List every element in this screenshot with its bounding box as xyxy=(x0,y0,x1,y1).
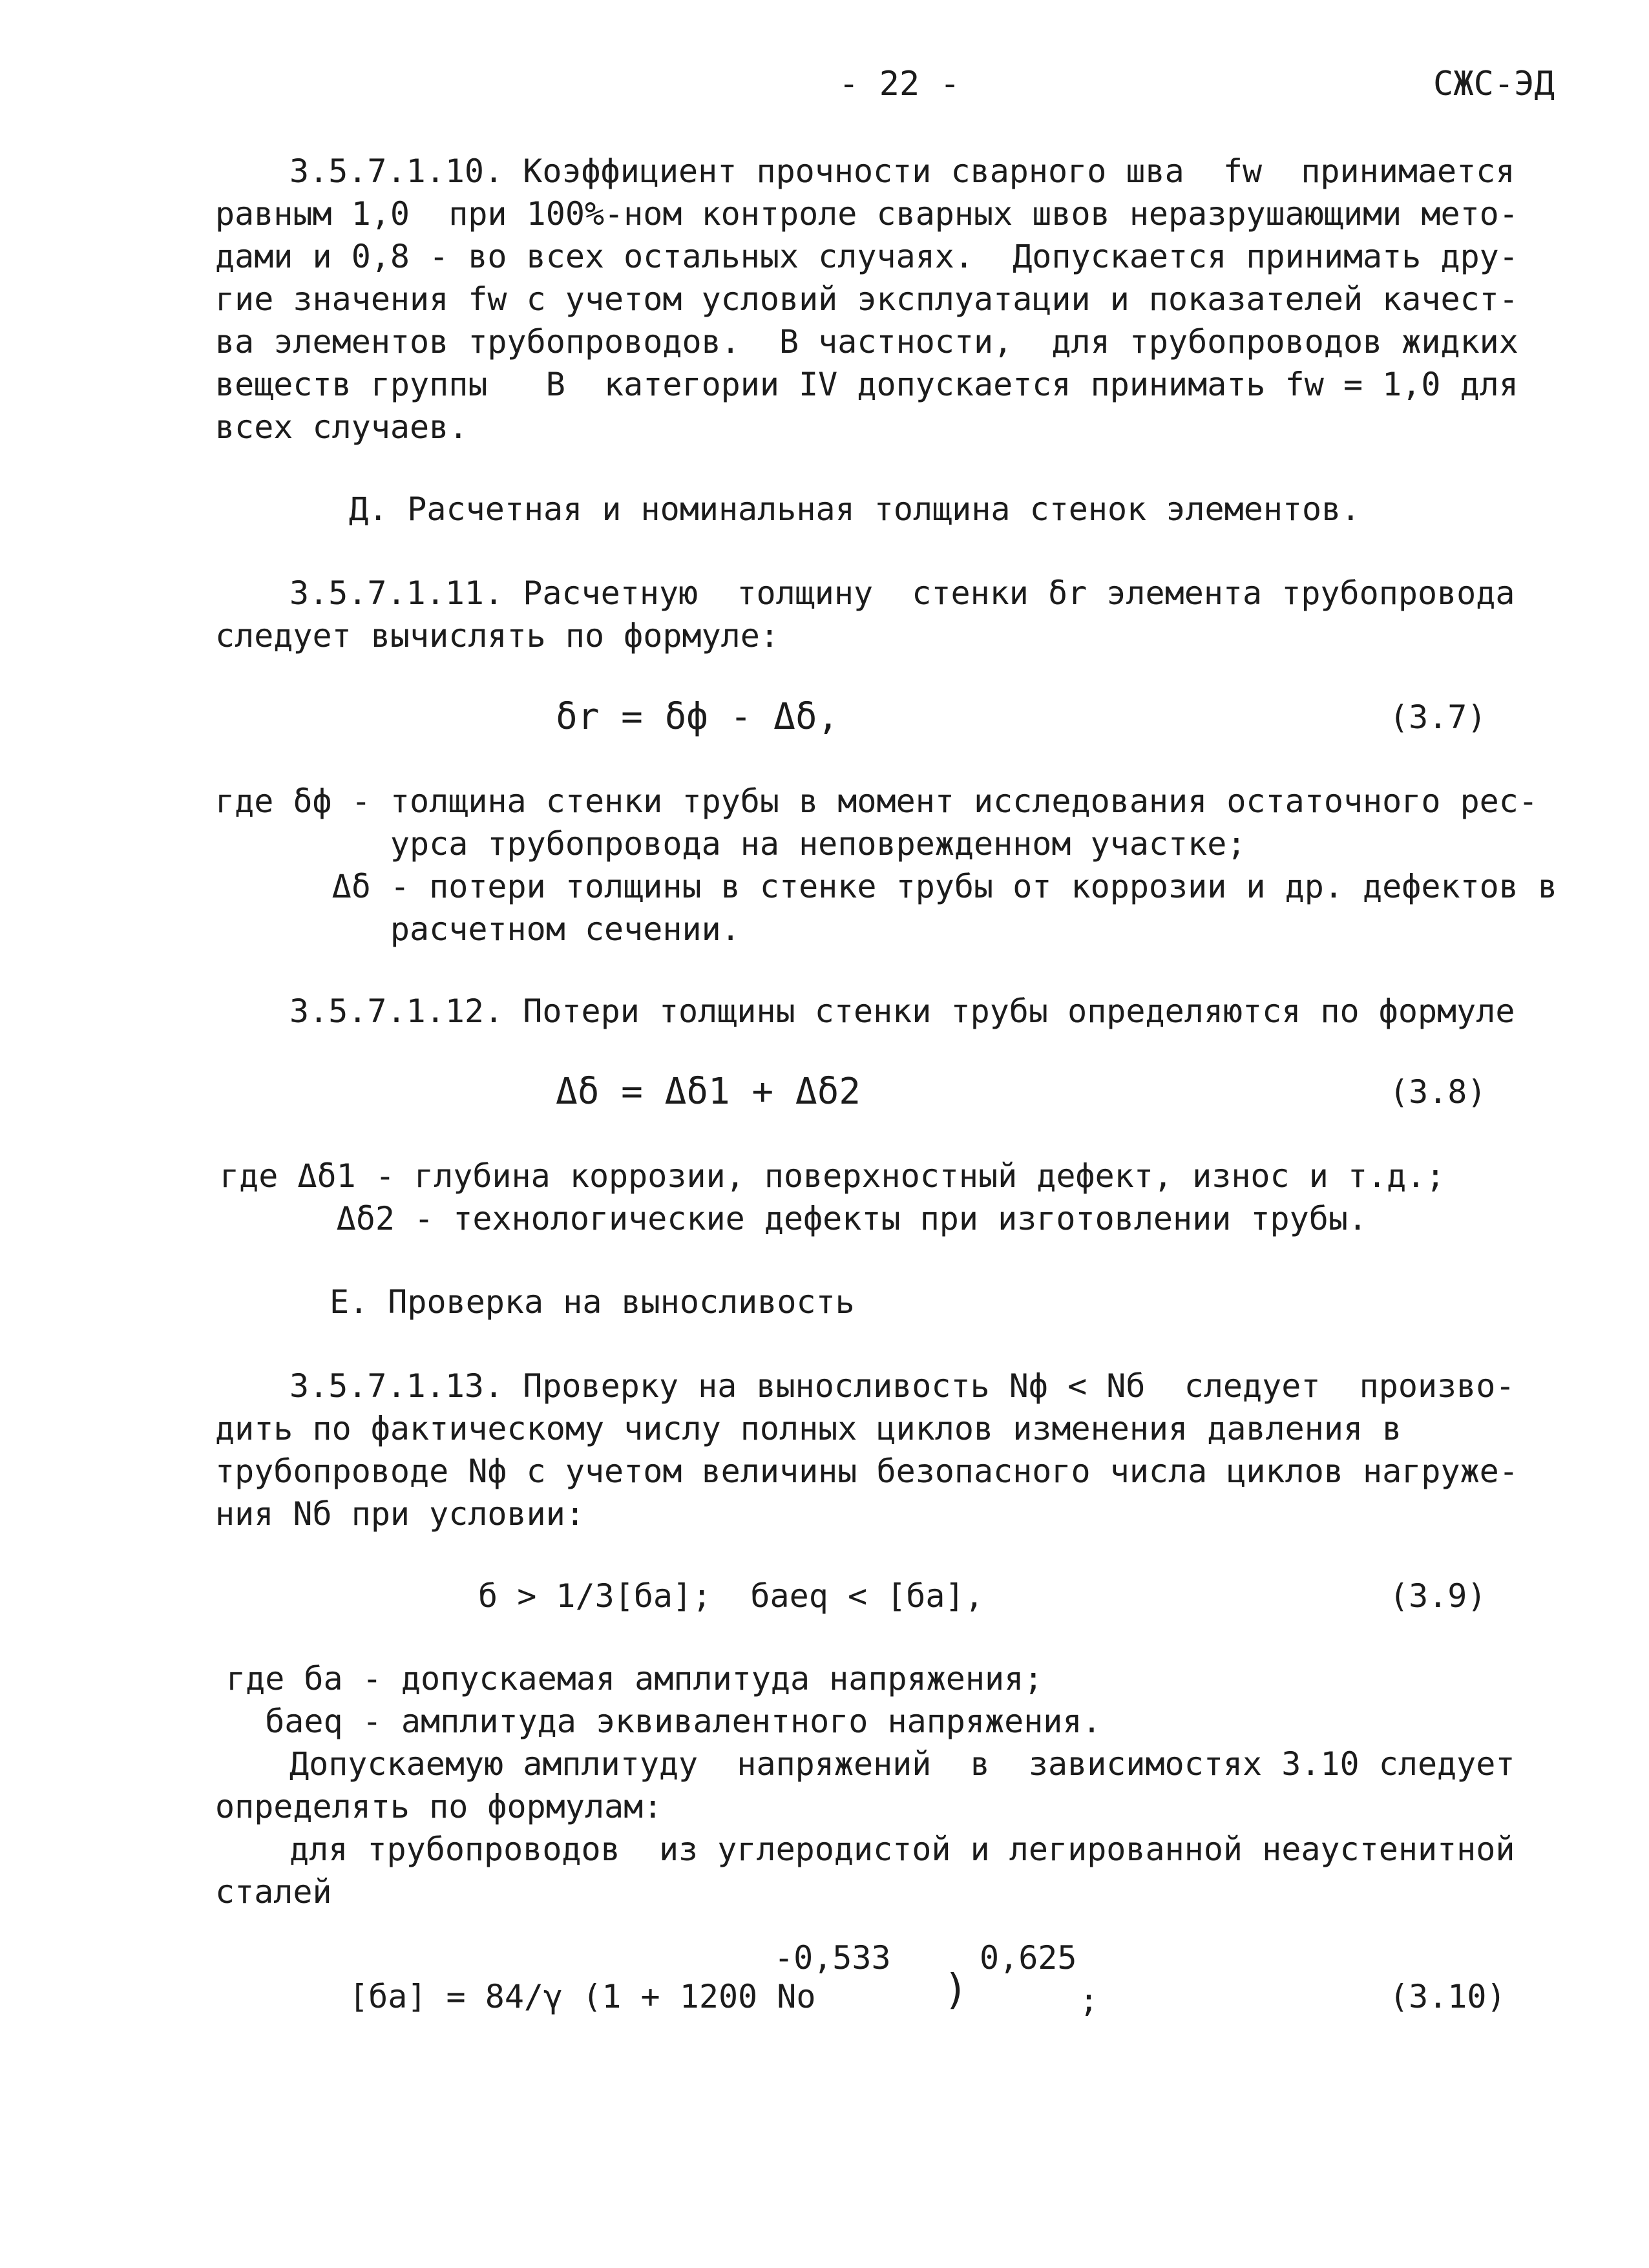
equation-number: (3.9) xyxy=(1389,1577,1487,1615)
paragraph-line: всех случаев. xyxy=(215,408,468,446)
definition-line: где Δδ1 - глубина коррозии, поверхностный дефект, износ и т.д.; xyxy=(220,1157,1445,1195)
paragraph-line: следует вычислять по формуле: xyxy=(215,617,779,655)
definition-line: Δδ2 - технологические дефекты при изготовлении трубы. xyxy=(220,1200,1368,1237)
paragraph-line: 3.5.7.1.11. Расчетную толщину стенки δr элемента трубопровода xyxy=(289,574,1515,612)
formula-exponent: 0,625 xyxy=(980,1939,1077,1977)
paragraph-line: 3.5.7.1.13. Проверку на выносливость Nф < Nб следует произво- xyxy=(289,1367,1515,1405)
equation-number: (3.7) xyxy=(1389,698,1487,736)
equation-number: (3.10) xyxy=(1389,1978,1506,2015)
paragraph-line: дить по фактическому числу полных циклов изменения давления в xyxy=(215,1410,1402,1447)
paragraph-line: гие значения fw с учетом условий эксплуатации и показателей качест- xyxy=(215,280,1518,318)
formula: б > 1/3[бa]; бaeq < [бa], xyxy=(478,1577,984,1615)
paragraph-line: ния Nб при условии: xyxy=(215,1495,585,1533)
definition-line: где δф - толщина стенки трубы в момент исследования остаточного рес- xyxy=(215,782,1538,820)
paragraph-line: дами и 0,8 - во всех остальных случаях. Допускается принимать дру- xyxy=(215,238,1518,275)
document-code: СЖС-ЭД xyxy=(1433,65,1555,103)
definition-line: расчетном сечении. xyxy=(215,910,740,948)
page-number: - 22 - xyxy=(839,65,960,103)
paragraph-line: трубопроводе Nф с учетом величины безопасного числа циклов нагруже- xyxy=(215,1453,1518,1490)
paragraph-line: сталей xyxy=(215,1873,332,1911)
paragraph-line: для трубопроводов из углеродистой и легированной неаустенитной xyxy=(289,1831,1515,1868)
paragraph-line: веществ группы В категории IV допускается принимать fw = 1,0 для xyxy=(215,366,1518,403)
definition-line: Δδ - потери толщины в стенке трубы от коррозии и др. дефектов в xyxy=(215,868,1558,905)
formula-exponent: -0,533 xyxy=(774,1939,891,1977)
paragraph-line: определять по формулам: xyxy=(215,1788,663,1825)
equation-number: (3.8) xyxy=(1389,1073,1487,1111)
section-heading: Е. Проверка на выносливость xyxy=(330,1283,855,1321)
section-heading: Д. Расчетная и номинальная толщина стенок элементов. xyxy=(349,490,1361,528)
formula: Δδ = Δδ1 + Δδ2 xyxy=(556,1071,861,1113)
paragraph-line: 3.5.7.1.12. Потери толщины стенки трубы определяются по формуле xyxy=(289,992,1515,1030)
formula: [бa] = 84/γ (1 + 1200 No xyxy=(349,1978,816,2015)
definition-line: бaeq - амплитуда эквивалентного напряжения. xyxy=(226,1703,1102,1740)
definition-line: урса трубопровода на неповрежденном участке; xyxy=(215,825,1246,863)
paragraph-line: равным 1,0 при 100%-ном контроле сварных швов неразрушающими мето- xyxy=(215,195,1518,233)
paragraph-line: Допускаемую амплитуду напряжений в зависимостях 3.10 следует xyxy=(289,1745,1515,1783)
formula-terminator: ; xyxy=(1079,1982,1099,2019)
formula-bracket: ) xyxy=(943,1966,969,2014)
definition-line: где бa - допускаемая амплитуда напряжения; xyxy=(226,1660,1044,1697)
paragraph-line: 3.5.7.1.10. Коэффициент прочности сварного шва fw принимается xyxy=(289,152,1515,190)
paragraph-line: ва элементов трубопроводов. В частности, для трубопроводов жидких xyxy=(215,323,1518,361)
formula: δr = δф - Δδ, xyxy=(556,696,839,738)
